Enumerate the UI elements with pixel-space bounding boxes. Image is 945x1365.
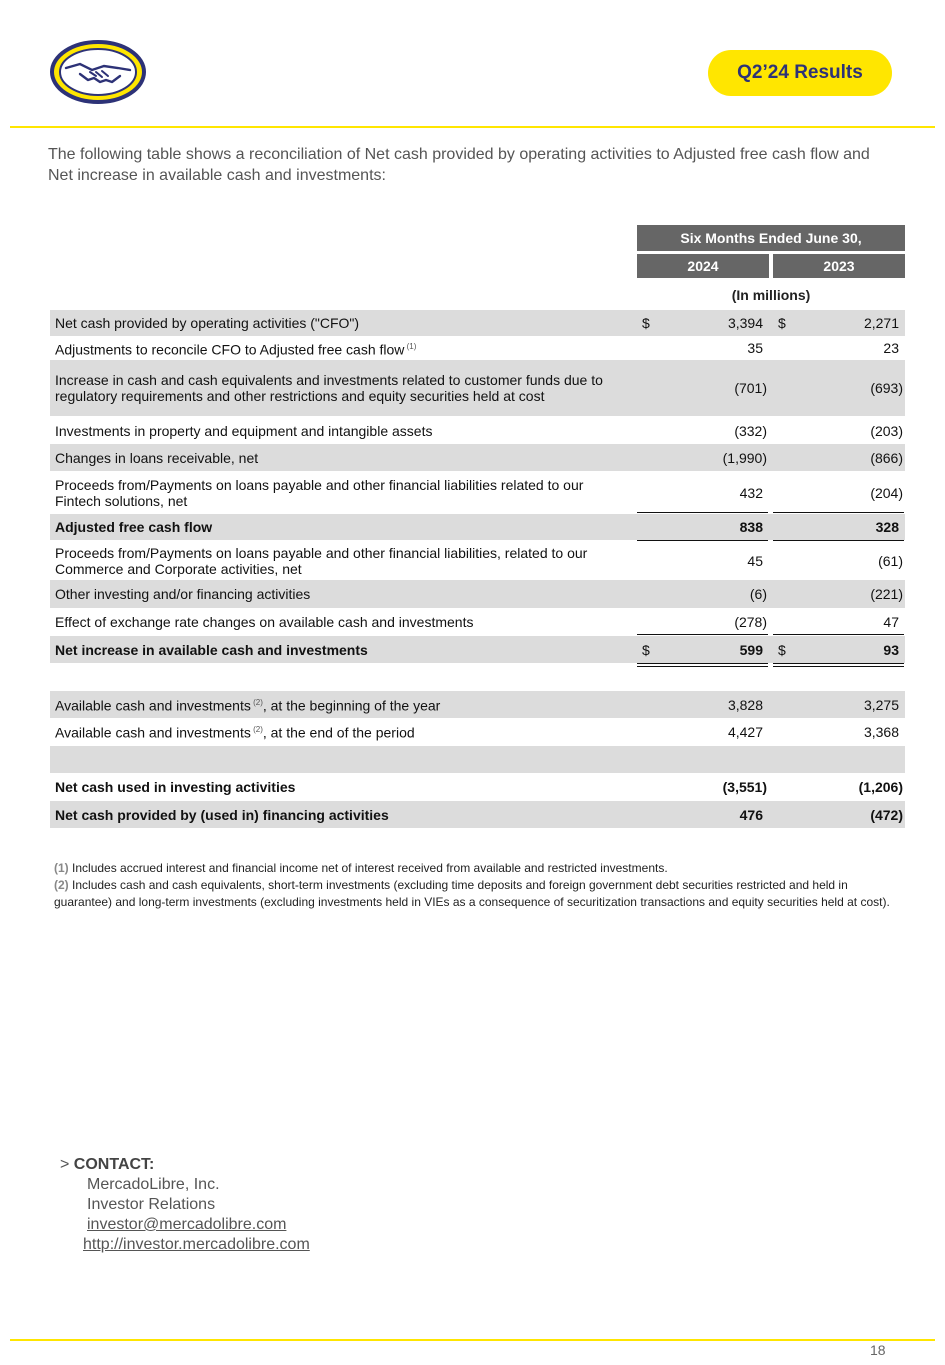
value-2023: (866): [870, 449, 903, 466]
currency-symbol: $: [642, 315, 650, 331]
total-double-rule: [637, 663, 768, 667]
value-2023: 328: [875, 519, 899, 535]
subtotal-rule: [637, 512, 768, 513]
row-label: Net increase in available cash and investments: [55, 641, 368, 658]
table-row: [50, 801, 905, 828]
subtotal-rule: [773, 634, 904, 635]
value-2023: (693): [870, 380, 903, 396]
currency-symbol: $: [778, 315, 786, 331]
value-2024: 838: [739, 519, 763, 535]
value-2023: 2,271: [863, 315, 899, 331]
page-number: 18: [870, 1342, 886, 1358]
value-2023: 3,368: [863, 723, 899, 740]
value-2024: (278): [734, 613, 767, 630]
row-label: Investments in property and equipment and intangible assets: [55, 423, 433, 439]
subtotal-rule: [637, 634, 768, 635]
value-2024: 4,427: [727, 723, 763, 740]
value-2023: 47: [883, 613, 899, 630]
quarter-badge: Q2’24 Results: [708, 50, 892, 96]
value-2024: (3,551): [722, 779, 767, 795]
row-label: Increase in cash and cash equivalents and investments related to customer funds due to regulatory requirements and other restrictions and equity securities held at cost: [55, 372, 603, 404]
contact-email-link[interactable]: investor@mercadolibre.com: [87, 1216, 287, 1233]
subtotal-rule: [637, 540, 768, 541]
units-label: (In millions): [731, 287, 811, 303]
row-label: Available cash and investments $^{(2)}$, at the end of the period: [55, 724, 415, 741]
table-row: [50, 773, 905, 801]
row-label: Adjusted free cash flow: [55, 519, 213, 535]
header-divider: [10, 126, 935, 128]
subtotal-rule: [773, 540, 904, 541]
table-row: [50, 444, 905, 471]
footnote-reference: (2): [250, 698, 263, 708]
footnotes: [54, 860, 904, 911]
value-2024: 45: [747, 553, 763, 569]
currency-symbol: $: [778, 641, 786, 658]
table-row: [50, 514, 905, 540]
table-row: [50, 360, 905, 416]
contact-website-link[interactable]: http://investor.mercadolibre.com: [83, 1236, 310, 1253]
table-row: [50, 636, 905, 663]
footnote-1: (1) Includes accrued interest and financial income net of interest received from available and restricted investments.: [54, 861, 668, 875]
table-row: [50, 608, 905, 635]
footnote-reference: (2): [250, 725, 263, 735]
row-label: Other investing and/or financing activities: [55, 586, 311, 602]
footer-divider: [10, 1339, 935, 1341]
contact-department: Investor Relations: [87, 1196, 216, 1213]
value-2024: 476: [739, 806, 763, 823]
value-2023: 23: [883, 340, 899, 356]
subtotal-rule: [773, 512, 904, 513]
footnote-2: (2) Includes cash and cash equivalents, short-term investments (excluding time deposits and foreign government debt securities restricted and held in guarantee) and long-term investments (excluding investments held in VIEs as a consequence of securitization transactions and equity securities held at cost).: [54, 878, 890, 909]
value-2024: 599: [739, 641, 763, 658]
row-label: Proceeds from/Payments on loans payable and other financial liabilities related to our Fintech solutions, net: [55, 476, 584, 509]
value-2023: (203): [870, 423, 903, 439]
value-2023: 93: [883, 641, 899, 658]
row-label: Net cash provided by (used in) financing activities: [55, 806, 389, 823]
value-2023: (61): [878, 553, 903, 569]
row-label: Available cash and investments $^{(2)}$, at the beginning of the year: [55, 697, 441, 714]
footnote-reference: (1): [404, 341, 417, 351]
value-2024: (332): [734, 423, 767, 439]
value-2023: 3,275: [863, 696, 899, 713]
table-row: [50, 336, 905, 360]
table-spacer-row: [50, 746, 905, 773]
column-header-2023: 2023: [773, 254, 905, 278]
table-row: [50, 418, 905, 444]
row-label: Proceeds from/Payments on loans payable and other financial liabilities, related to our Commerce and Corporate activities, net: [55, 545, 588, 577]
table-period-header: Six Months Ended June 30,: [637, 225, 905, 251]
row-label: Changes in loans receivable, net: [55, 449, 259, 466]
table-row: [50, 542, 905, 580]
intro-paragraph: The following table shows a reconciliation of Net cash provided by operating activities to Adjusted free cash flow and Net increase in available cash and investments:: [48, 146, 870, 184]
table-row: [50, 310, 905, 336]
value-2023: (1,206): [858, 779, 903, 795]
value-2024: 3,394: [727, 315, 763, 331]
value-2024: 432: [739, 484, 763, 501]
value-2023: (472): [870, 806, 903, 823]
value-2024: (1,990): [722, 449, 767, 466]
row-label: Net cash provided by operating activities ("CFO"): [55, 315, 360, 331]
value-2024: 35: [747, 340, 763, 356]
row-label: Effect of exchange rate changes on available cash and investments: [55, 613, 474, 630]
value-2024: (6): [749, 586, 767, 602]
mercadolibre-logo: [50, 40, 146, 104]
value-2024: 3,828: [727, 696, 763, 713]
table-row: [50, 691, 905, 718]
row-label: Net cash used in investing activities: [55, 779, 296, 795]
currency-symbol: $: [642, 641, 650, 658]
contact-company: MercadoLibre, Inc.: [87, 1176, 220, 1193]
value-2023: (204): [870, 484, 903, 501]
table-row: [50, 580, 905, 608]
table-row: [50, 473, 905, 512]
total-double-rule: [773, 663, 904, 667]
row-label: Adjustments to reconcile CFO to Adjusted free cash flow $^{(1)}$: [55, 341, 417, 358]
table-row: [50, 718, 905, 745]
value-2023: (221): [870, 586, 903, 602]
contact-heading: > CONTACT:: [60, 1156, 155, 1173]
value-2024: (701): [734, 380, 767, 396]
contact-block: [60, 1155, 310, 1255]
column-header-2024: 2024: [637, 254, 769, 278]
